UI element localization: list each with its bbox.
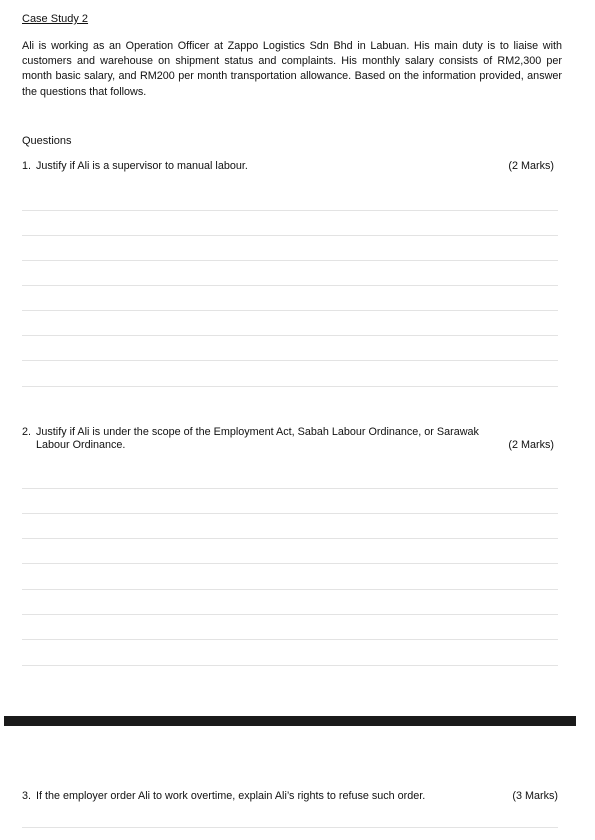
answer-line[interactable] xyxy=(22,210,558,211)
question-2 xyxy=(22,426,554,452)
question-number: 1. xyxy=(22,160,32,172)
page-break-bar xyxy=(4,716,576,726)
answer-line[interactable] xyxy=(22,589,558,590)
answer-line[interactable] xyxy=(22,488,558,489)
answer-line[interactable] xyxy=(22,827,558,828)
answer-line[interactable] xyxy=(22,310,558,311)
question-text: If the employer order Ali to work overtime, explain Ali’s rights to refuse such order. xyxy=(36,790,426,802)
answer-line[interactable] xyxy=(22,513,558,514)
question-text: Justify if Ali is a supervisor to manual labour. xyxy=(36,160,248,172)
answer-line[interactable] xyxy=(22,665,558,666)
answer-line[interactable] xyxy=(22,639,558,640)
answer-line[interactable] xyxy=(22,360,558,361)
questions-heading: Questions xyxy=(22,135,72,147)
question-text: Justify if Ali is under the scope of the Employment Act, Sabah Labour Ordinance, or Sarawak Labour Ordinance. xyxy=(36,426,479,451)
answer-line[interactable] xyxy=(22,335,558,336)
case-study-intro: Ali is working as an Operation Officer at Zappo Logistics Sdn Bhd in Labuan. His main duty is to liaise with customers and warehouse on shipment status and complaints. His monthly salary consists of RM2,300 per month basic salary, and RM200 per month transportation allowance. Based on the information provided, answer the questions that follows. xyxy=(22,40,562,98)
answer-line[interactable] xyxy=(22,386,558,387)
answer-line[interactable] xyxy=(22,563,558,564)
question-number: 3. xyxy=(22,790,32,802)
question-marks: (2 Marks) xyxy=(508,160,554,172)
question-1 xyxy=(22,160,554,173)
case-study-title: Case Study 2 xyxy=(22,13,89,25)
question-3 xyxy=(22,790,558,803)
answer-line[interactable] xyxy=(22,235,558,236)
answer-line[interactable] xyxy=(22,285,558,286)
answer-line[interactable] xyxy=(22,538,558,539)
answer-line[interactable] xyxy=(22,260,558,261)
question-marks: (3 Marks) xyxy=(512,790,558,802)
question-number: 2. xyxy=(22,426,32,438)
question-marks: (2 Marks) xyxy=(508,439,554,451)
answer-line[interactable] xyxy=(22,614,558,615)
